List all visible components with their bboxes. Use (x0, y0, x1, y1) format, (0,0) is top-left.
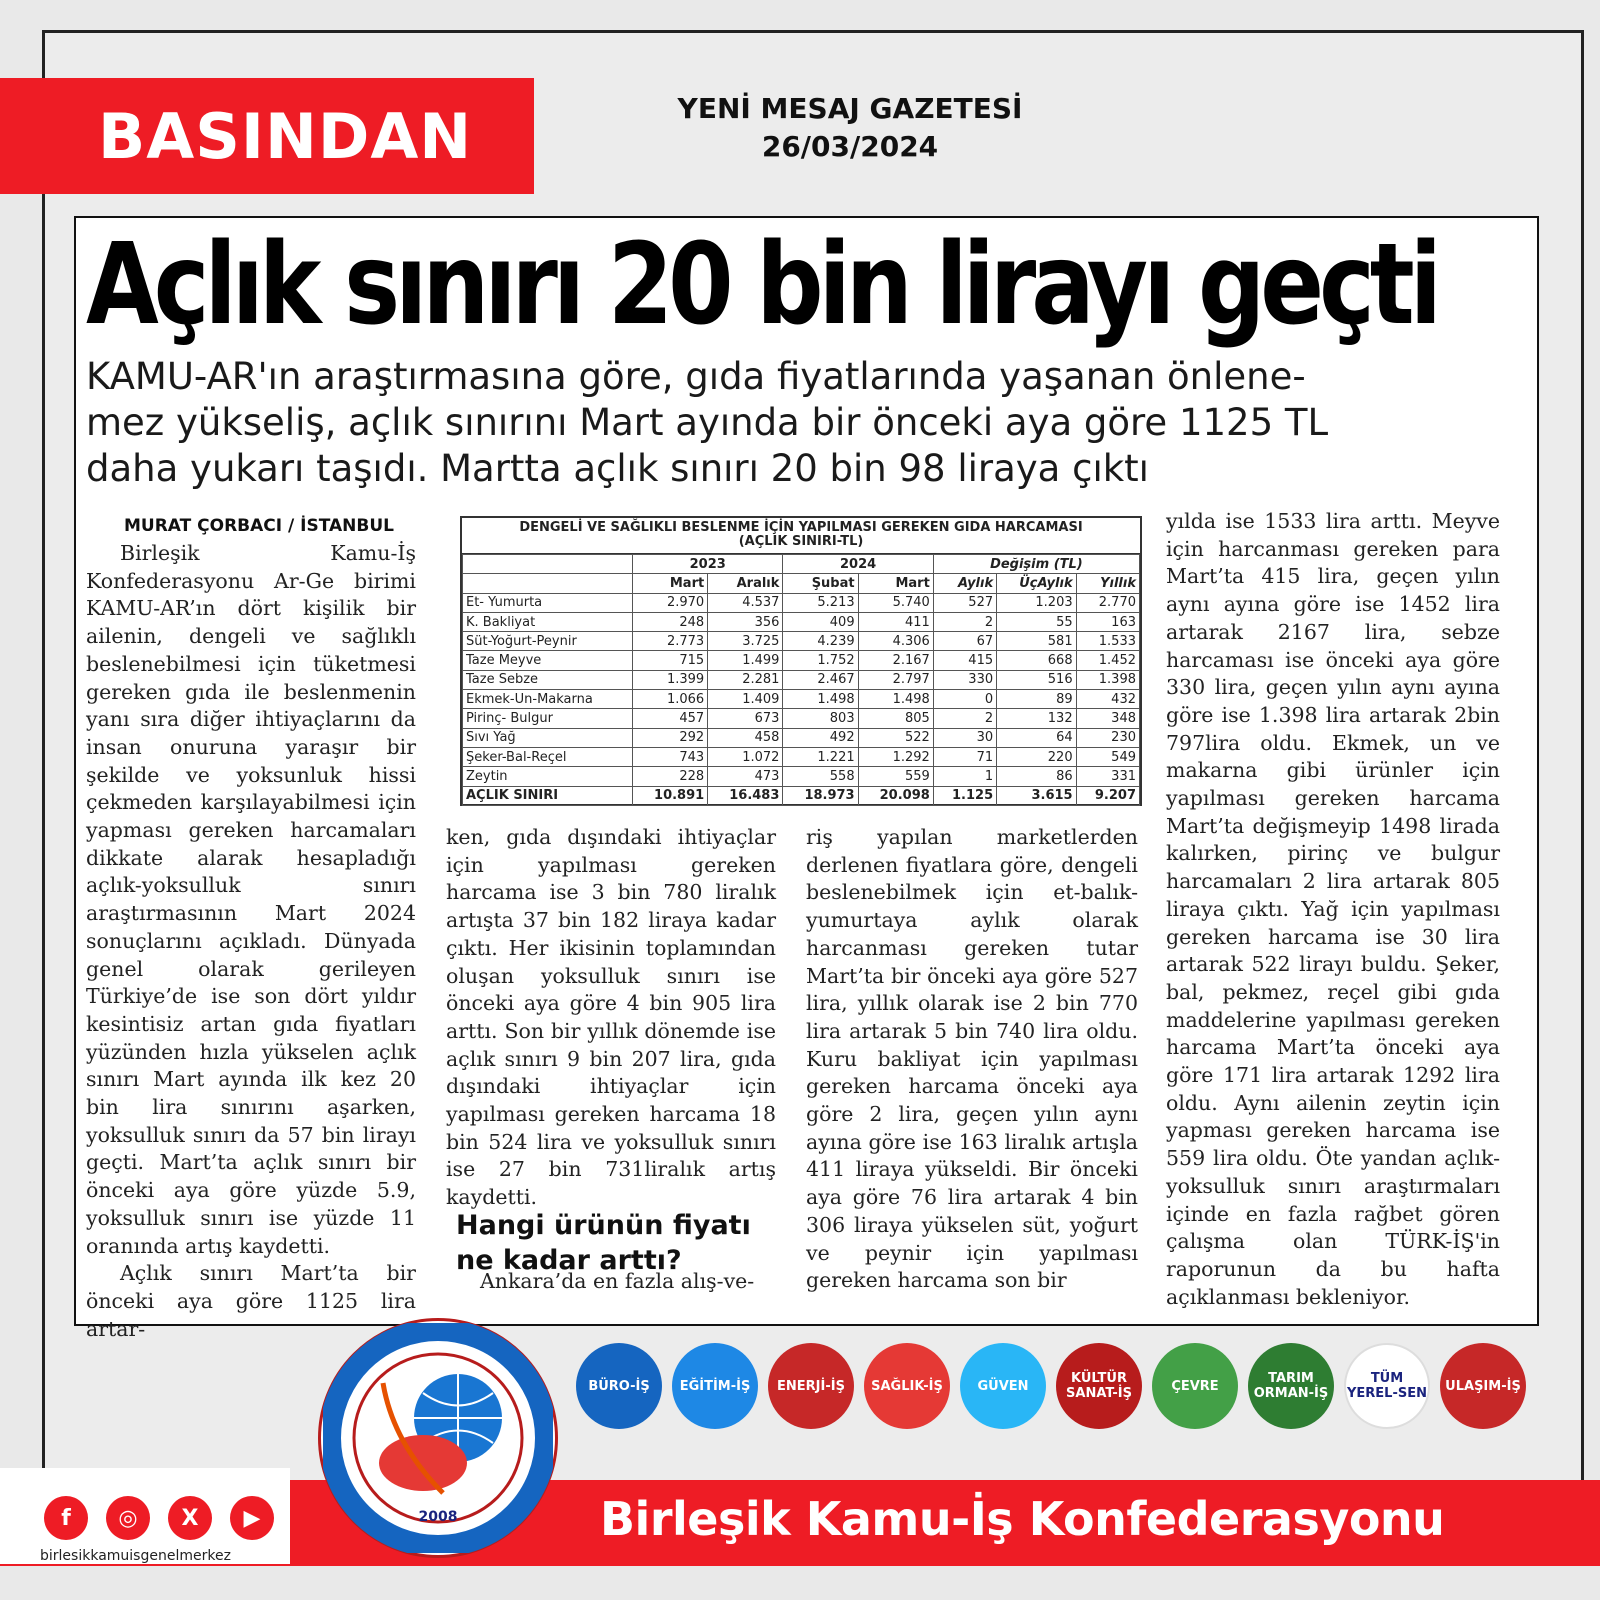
table-corner (463, 555, 633, 574)
table-row (463, 593, 1140, 612)
table-cell: 20.098 (858, 786, 933, 805)
table-cell: 356 (708, 612, 783, 631)
table-cell: 411 (858, 612, 933, 631)
table-cell: 89 (997, 690, 1076, 709)
table-cell: 715 (633, 651, 708, 670)
table-corner (463, 574, 633, 593)
paragraph: Açlık sınırı Mart’ta bir önceki aya göre 1125 lira artar- (86, 1261, 416, 1341)
table-cell: 2.467 (783, 670, 858, 689)
table-header-row (463, 574, 1140, 593)
table-cell: 248 (633, 612, 708, 631)
confederation-seal (318, 1318, 558, 1558)
headline: Açlık sınırı 20 bin lirayı geçti (86, 220, 1437, 350)
table-cell: 220 (997, 747, 1076, 766)
column-2 (446, 824, 776, 1212)
table-row (463, 632, 1140, 651)
table-title-line: DENGELİ VE SAĞLIKLI BESLENME İÇİN YAPILMASI GEREKEN GIDA HARCAMASI (519, 520, 1083, 535)
table-cell: 18.973 (783, 786, 858, 805)
row-label: Taze Sebze (463, 670, 633, 689)
column-header: Yıllık (1076, 574, 1139, 593)
table-cell: 228 (633, 767, 708, 786)
total-row (463, 786, 1140, 805)
newspaper-name: YENİ MESAJ GAZETESİ (677, 92, 1023, 125)
row-label: AÇLIK SINIRI (463, 786, 633, 805)
table-cell: 348 (1076, 709, 1139, 728)
column-header: Mart (858, 574, 933, 593)
row-label: Sıvı Yağ (463, 728, 633, 747)
table-cell: 0 (933, 690, 996, 709)
table-cell: 673 (708, 709, 783, 728)
table-cell: 3.725 (708, 632, 783, 651)
table-cell: 16.483 (708, 786, 783, 805)
table-cell: 803 (783, 709, 858, 728)
table-cell: 1 (933, 767, 996, 786)
row-label: Et- Yumurta (463, 593, 633, 612)
paragraph: ken, gıda dışındaki ihtiyaçlar için yapılması gereken harcama ise 3 bin 780 liralık artışta 37 bin 182 liraya kadar çıktı. Her ikisinin toplamından oluşan yoksulluk sınırı ise önceki aya göre 4 bin 905 lira arttı. Son bir yıllık dönemde ise açlık sınırı 9 bin 207 lira, gıda dışındaki ihtiyaçlar için yapılması gereken harcama 18 bin 524 lira ve yoksulluk sınırı ise 27 bin 731liralık artış kaydetti. (446, 825, 776, 1210)
table-cell: 558 (783, 767, 858, 786)
table-cell: 71 (933, 747, 996, 766)
table-cell: 10.891 (633, 786, 708, 805)
seal-emblem-icon (323, 1323, 553, 1553)
lead-paragraph: KAMU-AR'ın araştırmasına göre, gıda fiyatlarında yaşanan önlene- mez yükseliş, açlık sınırını Mart ayında bir önceki aya göre 1125 TL daha yukarı taşıdı. Martta açlık sınırı 20 bin 98 liraya çıktı (86, 355, 1329, 490)
group-2024: 2024 (783, 555, 933, 574)
table-cell: 2.970 (633, 593, 708, 612)
table-title-line: (AÇLIK SINIRI-TL) (738, 534, 864, 549)
table-cell: 549 (1076, 747, 1139, 766)
column-header: Aralık (708, 574, 783, 593)
table-cell: 1.399 (633, 670, 708, 689)
row-label: Süt-Yoğurt-Peynir (463, 632, 633, 651)
group-change: Değişim (TL) (933, 555, 1139, 574)
table-cell: 1.499 (708, 651, 783, 670)
table-cell: 581 (997, 632, 1076, 651)
column-header: Mart (633, 574, 708, 593)
table-body (463, 593, 1140, 805)
table-cell: 4.537 (708, 593, 783, 612)
table-cell: 2.770 (1076, 593, 1139, 612)
table-cell: 4.306 (858, 632, 933, 651)
table-cell: 67 (933, 632, 996, 651)
table-title (462, 518, 1140, 554)
table-cell: 492 (783, 728, 858, 747)
table-cell: 1.498 (858, 690, 933, 709)
kültür-sanat-iş-logo: KÜLTÜR SANAT-İŞ (1056, 1343, 1142, 1429)
table-cell: 1.409 (708, 690, 783, 709)
table-cell: 2.773 (633, 632, 708, 651)
organization-name: Birleşik Kamu-İş Konfederasyonu (600, 1492, 1445, 1546)
row-label: Taze Meyve (463, 651, 633, 670)
table-cell: 522 (858, 728, 933, 747)
table-cell: 1.125 (933, 786, 996, 805)
publish-date: 26/03/2024 (761, 130, 939, 163)
table-cell: 473 (708, 767, 783, 786)
büro-iş-logo: BÜRO-İŞ (576, 1343, 662, 1429)
table-cell: 516 (997, 670, 1076, 689)
table-cell: 55 (997, 612, 1076, 631)
table-cell: 292 (633, 728, 708, 747)
table-cell: 1.452 (1076, 651, 1139, 670)
table-cell: 743 (633, 747, 708, 766)
table-cell: 1.072 (708, 747, 783, 766)
social-handle: birlesikkamuisgenelmerkez (40, 1548, 231, 1564)
column-header: Aylık (933, 574, 996, 593)
paragraph: riş yapılan marketlerden derlenen fiyatlara göre, dengeli beslenebilmek için et-balık-yumurtaya aylık olarak harcanması gereken tutar Mart’ta bir önceki aya göre 527 lira, yıllık olarak ise 2 bin 770 lira artarak 5 bin 740 lira oldu. Kuru bakliyat için yapılması gereken harcama önceki aya göre 2 lira, geçen yılın aynı ayına göre ise 163 liralık artışla 411 liraya yükseldi. Bir önceki aya göre 76 lira artarak 4 bin 306 liraya yükselen süt, yoğurt ve peynir için yapılması gereken harcama son bir (806, 825, 1138, 1293)
table-row (463, 747, 1140, 766)
table-row (463, 767, 1140, 786)
newspaper-clipping (74, 216, 1539, 1341)
table-cell: 163 (1076, 612, 1139, 631)
table-cell: 559 (858, 767, 933, 786)
table-cell: 330 (933, 670, 996, 689)
table-cell: 1.752 (783, 651, 858, 670)
row-label: Ekmek-Un-Makarna (463, 690, 633, 709)
table-cell: 1.398 (1076, 670, 1139, 689)
table-row (463, 728, 1140, 747)
table-cell: 527 (933, 593, 996, 612)
table-cell: 2 (933, 612, 996, 631)
table-cell: 4.239 (783, 632, 858, 651)
table-cell: 2.797 (858, 670, 933, 689)
group-2023: 2023 (633, 555, 783, 574)
table-cell: 2 (933, 709, 996, 728)
row-label: Pirinç- Bulgur (463, 709, 633, 728)
table-cell: 86 (997, 767, 1076, 786)
table-cell: 1.498 (783, 690, 858, 709)
data-table (460, 516, 1142, 806)
table-cell: 458 (708, 728, 783, 747)
ulaşım-iş-logo: ULAŞIM-İŞ (1440, 1343, 1526, 1429)
subheading: Hangi ürünün fiyatı ne kadar arttı? (456, 1210, 751, 1276)
facebook-icon[interactable]: f (44, 1496, 88, 1540)
tüm-yerel-sen-logo: TÜM YEREL-SEN (1344, 1343, 1430, 1429)
çevre-ekoloji-logo: ÇEVRE (1152, 1343, 1238, 1429)
table-cell: 1.533 (1076, 632, 1139, 651)
row-label: K. Bakliyat (463, 612, 633, 631)
table-row (463, 612, 1140, 631)
section-label: BASINDAN (0, 78, 534, 194)
enerji-iş-logo: ENERJİ-İŞ (768, 1343, 854, 1429)
column-3 (806, 824, 1138, 1295)
paragraph: Ankara’da en fazla alış-ve- (480, 1269, 755, 1293)
table-cell: 132 (997, 709, 1076, 728)
column-1 (86, 540, 416, 1343)
table-row (463, 690, 1140, 709)
column-4 (1166, 508, 1500, 1311)
table-cell: 30 (933, 728, 996, 747)
table-row (463, 651, 1140, 670)
column-2b (446, 1268, 776, 1296)
table-cell: 457 (633, 709, 708, 728)
tarım-orman-iş-logo: TARIM ORMAN-İŞ (1248, 1343, 1334, 1429)
newspaper-source (600, 90, 1100, 166)
table-cell: 230 (1076, 728, 1139, 747)
table-cell: 805 (858, 709, 933, 728)
table-cell: 409 (783, 612, 858, 631)
expense-table (462, 554, 1140, 806)
column-header: Şubat (783, 574, 858, 593)
table-cell: 64 (997, 728, 1076, 747)
table-cell: 1.292 (858, 747, 933, 766)
table-cell: 2.281 (708, 670, 783, 689)
youtube-icon[interactable]: ▶ (230, 1496, 274, 1540)
byline: MURAT ÇORBACI / İSTANBUL (124, 516, 394, 536)
eğitim-iş-logo: EĞİTİM-İŞ (672, 1343, 758, 1429)
table-cell: 5.740 (858, 593, 933, 612)
table-cell: 1.066 (633, 690, 708, 709)
row-label: Zeytin (463, 767, 633, 786)
row-label: Şeker-Bal-Reçel (463, 747, 633, 766)
table-cell: 2.167 (858, 651, 933, 670)
paragraph: yılda ise 1533 lira arttı. Meyve için harcanması gereken para Mart’ta 415 lira, geçen yılın aynı ayına göre ise 1452 lira artarak 2167 lira, sebze harcaması ise önceki aya göre 330 lira, geçen yılın aynı ayına göre ise 1.398 lira artarak 2bin 797lira oldu. Ekmek, un ve makarna gibi ürünler için yapılması gereken harcama Mart’ta değişmeyip 1498 lirada kalırken, pirinç ve bulgur harcamaları 2 lira artarak 805 liraya çıktı. Yağ için yapılması gereken harcama ise 30 lira artarak 522 lirayı buldu. Şeker, bal, pekmez, reçel gibi gıda maddelerine yapılması gereken harcama Mart’ta önceki aya göre 171 lira artarak 1292 lira oldu. Aynı ailenin zeytin için yapması gereken harcama ise 559 lira oldu. Öte yandan açlık-yoksulluk sınırı araştırmaları içinde en fazla rağbet gören çalışma olan TÜRK-İŞ'in raporunun da bu hafta açıklanması bekleniyor. (1166, 509, 1500, 1309)
table-cell: 331 (1076, 767, 1139, 786)
table-group-row (463, 555, 1140, 574)
genel-sağlık-iş-logo: SAĞLIK-İŞ (864, 1343, 950, 1429)
table-cell: 5.213 (783, 593, 858, 612)
table-cell: 415 (933, 651, 996, 670)
paragraph: Birleşik Kamu-İş Konfederasyonu Ar-Ge birimi KAMU-AR’ın dört kişilik bir ailenin, dengeli ve sağlıklı beslenebilmesi için tüketmesi gereken gıda ile beslenmenin yanı sıra diğer ihtiyaçlarını da insan onuruna yaraşır bir şekilde ve yoksunluk hissi çekmeden karşılayabilmesi için yapması gereken harcamaları dikkate alarak hesapladığı açlık-yoksulluk sınırı araştırmasının Mart 2024 sonuçlarını açıkladı. Dünyada genel olarak gerileyen Türkiye’de ise son dört yıldır kesintisiz artan gıda fiyatları yüzünden hızla yükselen açlık sınırı Mart ayında ilk kez 20 bin lira sınırını aşarken, yoksulluk sınırı da 57 bin lirayı geçti. Mart’ta açlık sınırı bir önceki aya göre yüzde 5.9, yoksulluk sınırı ise yüzde 11 oranında artış kaydetti. (86, 541, 416, 1258)
table-row (463, 709, 1140, 728)
table-cell: 1.221 (783, 747, 858, 766)
table-cell: 3.615 (997, 786, 1076, 805)
table-cell: 9.207 (1076, 786, 1139, 805)
table-cell: 668 (997, 651, 1076, 670)
table-cell: 432 (1076, 690, 1139, 709)
column-header: ÜçAylık (997, 574, 1076, 593)
instagram-icon[interactable]: ◎ (106, 1496, 150, 1540)
table-cell: 1.203 (997, 593, 1076, 612)
x-twitter-icon[interactable]: X (168, 1496, 212, 1540)
table-row (463, 670, 1140, 689)
seal-year: 2008 (418, 1509, 458, 1525)
güven-logo: GÜVEN (960, 1343, 1046, 1429)
